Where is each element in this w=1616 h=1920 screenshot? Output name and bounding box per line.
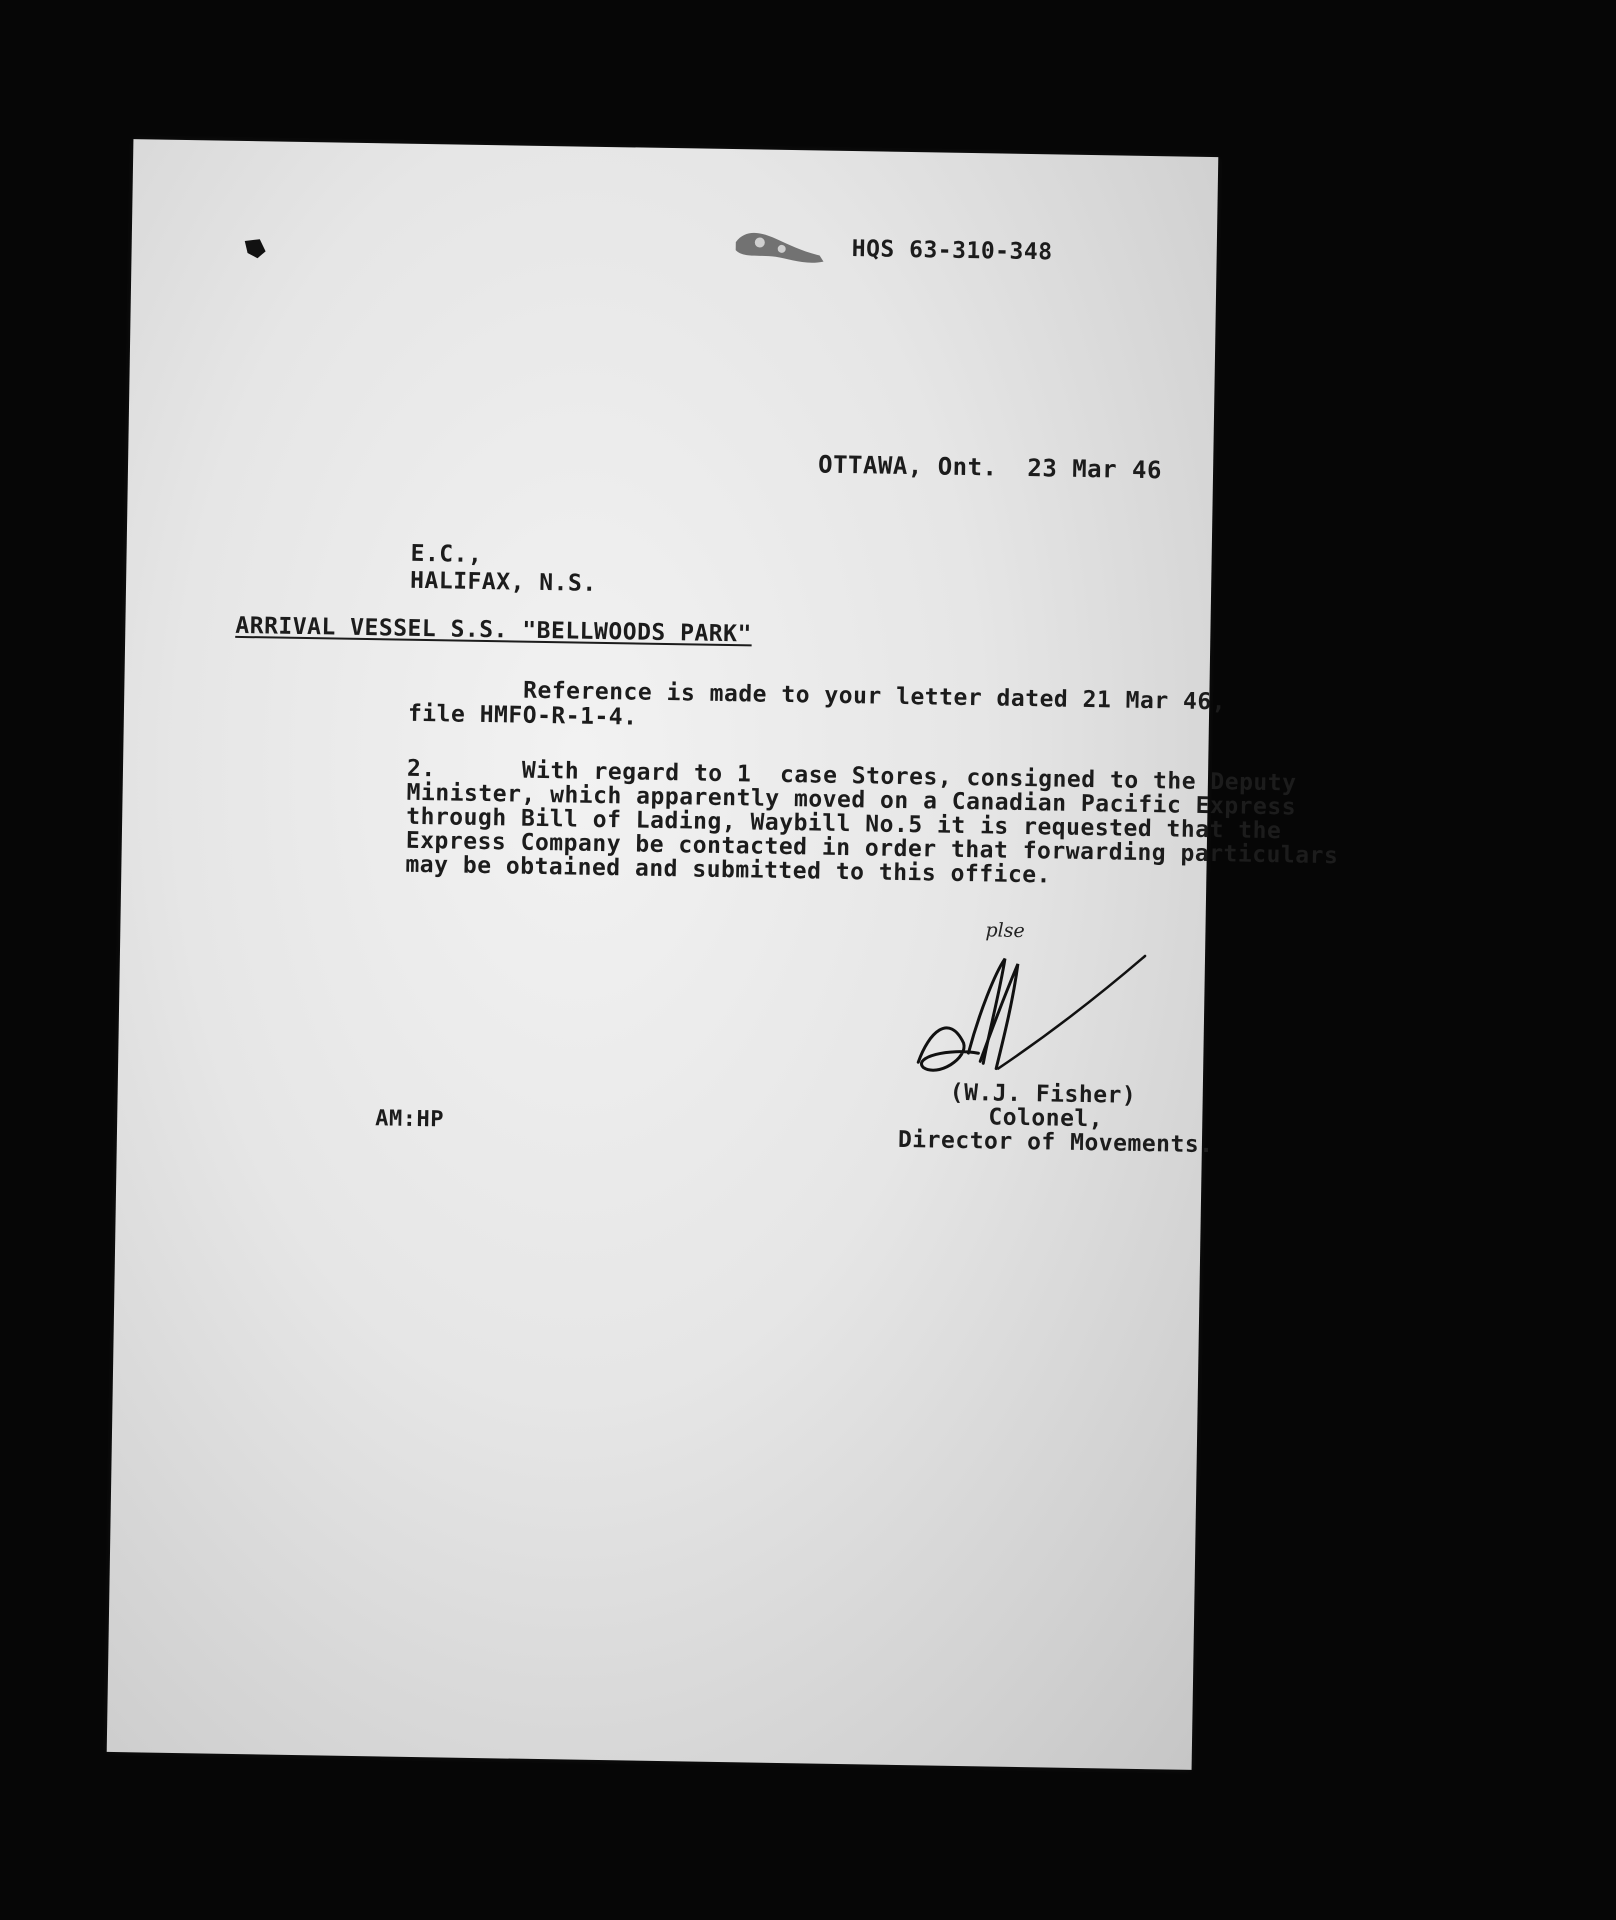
paragraph-2: 2. With regard to 1 case Stores, consigned to the Deputy Minister, which apparently moved on a Canadian Pacific Express through Bill of Lading, Waybill No.5 it is requested that the Express Company be contacted in order that forwarding particulars may be obtained and submitted to this office. <box>405 755 1339 889</box>
typist-initials: AM:HP <box>375 1106 445 1133</box>
file-reference: HQS 63-310-348 <box>851 236 1053 266</box>
ink-blot-mark <box>241 237 267 259</box>
addressee-line-2: HALIFAX, N.S. <box>409 567 597 597</box>
signatory-rank: Colonel, <box>988 1104 1104 1133</box>
handwritten-note: plse <box>985 919 1025 943</box>
signatory-name: (W.J. Fisher) <box>949 1079 1137 1109</box>
received-stamp-mark <box>731 224 827 272</box>
signatory-title: Director of Movements. <box>897 1126 1214 1159</box>
paragraph-1: Reference is made to your letter dated 21 Mar 46, file HMFO-R-1-4. <box>407 675 1227 731</box>
addressee-line-1: E.C., <box>410 540 483 568</box>
subject-line: ARRIVAL VESSEL S.S. "BELLWOODS PARK" <box>235 612 753 648</box>
letter-page <box>107 139 1339 1770</box>
place-date: OTTAWA, Ont. 23 Mar 46 <box>817 450 1163 485</box>
